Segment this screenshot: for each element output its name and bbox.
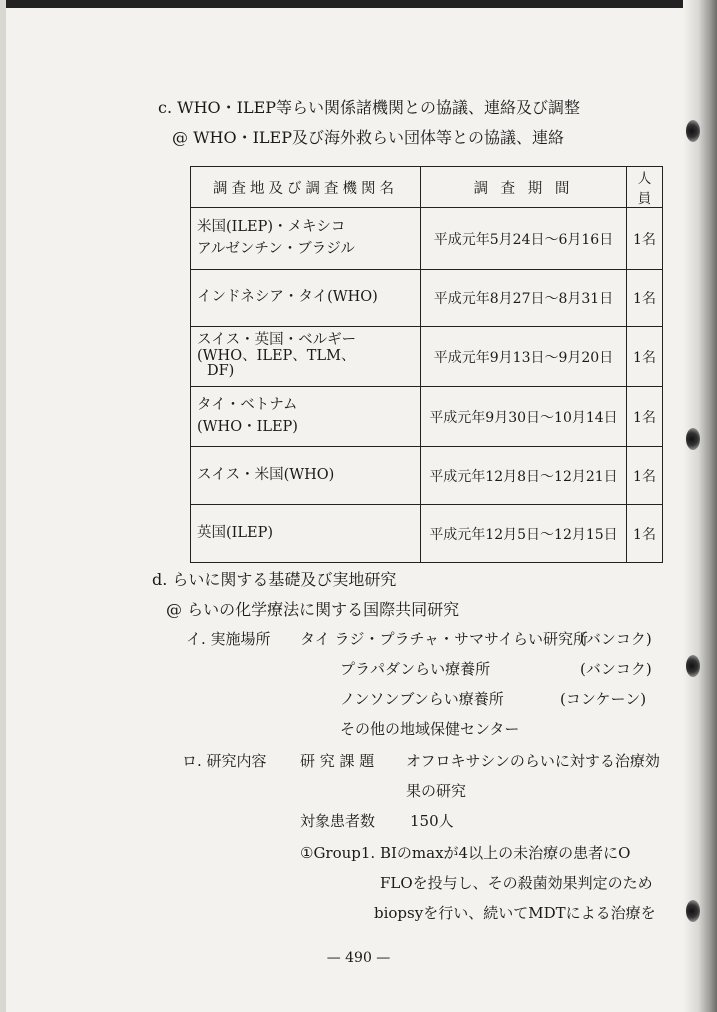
site-name: その他の地域保健センター [340,720,520,738]
org-line: タイ・ベトナム [197,397,298,414]
binding-hole-icon [686,428,700,450]
item-i-label: イ. 実施場所 [186,630,271,648]
section-c-subheading: @ WHO・ILEP及び海外救らい団体等との協議、連絡 [172,128,564,147]
site-name: タイ ラジ・プラチャ・サマサイらい研究所 [300,630,588,648]
people-cell: 1名 [627,270,663,327]
period-cell: 平成元年9月30日〜10月14日 [421,387,627,447]
table-row [191,447,663,505]
table-row [191,270,663,327]
binding-hole-icon [686,655,700,677]
site-location: (コンケーン) [560,690,647,708]
period-cell: 平成元年12月5日〜12月15日 [421,505,627,563]
group-description-cont: FLOを投与し、その殺菌効果判定のため [380,874,653,892]
people-cell: 1名 [627,387,663,447]
group-description: ①Group1. BIのmaxが4以上の未治療の患者にO [300,844,631,862]
table-row [191,387,663,447]
site-name: プラパダンらい療養所 [340,660,491,678]
org-cell [191,327,421,387]
org-line: 米国(ILEP)・メキシコ [197,219,346,236]
header-org: 調査地及び調査機関名 [191,167,421,208]
org-line: アルゼンチン・ブラジル [197,240,355,257]
people-cell: 1名 [627,208,663,270]
org-line: スイス・米国(WHO) [197,466,335,483]
people-cell: 1名 [627,447,663,505]
org-line: (WHO、ILEP、TLM、 [197,347,356,364]
period-cell: 平成元年9月13日〜9月20日 [421,327,627,387]
org-cell [191,505,421,563]
org-cell [191,208,421,270]
binding-hole-icon [686,900,700,922]
section-c-heading: c. WHO・ILEP等らい関係諸機関との協議、連絡及び調整 [158,98,581,117]
group-description-cont: biopsyを行い、続いてMDTによる治療を [374,904,656,922]
page-binding-edge [683,0,717,1012]
patient-count-label: 対象患者数 [300,812,376,830]
binding-hole-icon [686,120,700,142]
period-cell: 平成元年5月24日〜6月16日 [421,208,627,270]
header-period: 調 査 期 間 [421,167,627,208]
org-cell [191,447,421,505]
site-name: ノンソンブンらい療養所 [340,690,504,708]
people-cell: 1名 [627,505,663,563]
table-row [191,327,663,387]
section-d-heading: d. らいに関する基礎及び実地研究 [152,570,397,589]
research-topic-label: 研 究 課 題 [300,752,375,770]
page-top-edge [0,0,717,8]
org-line: DF) [207,363,235,380]
header-people: 人員 [627,167,663,208]
period-cell: 平成元年8月27日〜8月31日 [421,270,627,327]
org-cell [191,387,421,447]
org-line: 英国(ILEP) [197,524,274,541]
page-left-edge [0,0,6,1012]
research-topic-value: オフロキサシンのらいに対する治療効 [406,752,660,770]
page-number: — 490 — [326,950,391,966]
people-cell: 1名 [627,327,663,387]
org-line: スイス・英国・ベルギー [197,331,357,348]
item-ro-label: ロ. 研究内容 [182,752,267,770]
org-cell [191,270,421,327]
org-line: インドネシア・タイ(WHO) [197,289,378,306]
table-header-row [191,167,663,208]
site-location: (バンコク) [580,630,652,648]
period-cell: 平成元年12月8日〜12月21日 [421,447,627,505]
org-line: (WHO・ILEP) [197,418,298,435]
survey-table [190,166,663,563]
section-d-subheading: @ らいの化学療法に関する国際共同研究 [166,600,460,619]
table-row [191,208,663,270]
site-location: (バンコク) [580,660,652,678]
patient-count-value: 150人 [410,812,454,830]
research-topic-value-cont: 果の研究 [406,782,467,800]
table-row [191,505,663,563]
